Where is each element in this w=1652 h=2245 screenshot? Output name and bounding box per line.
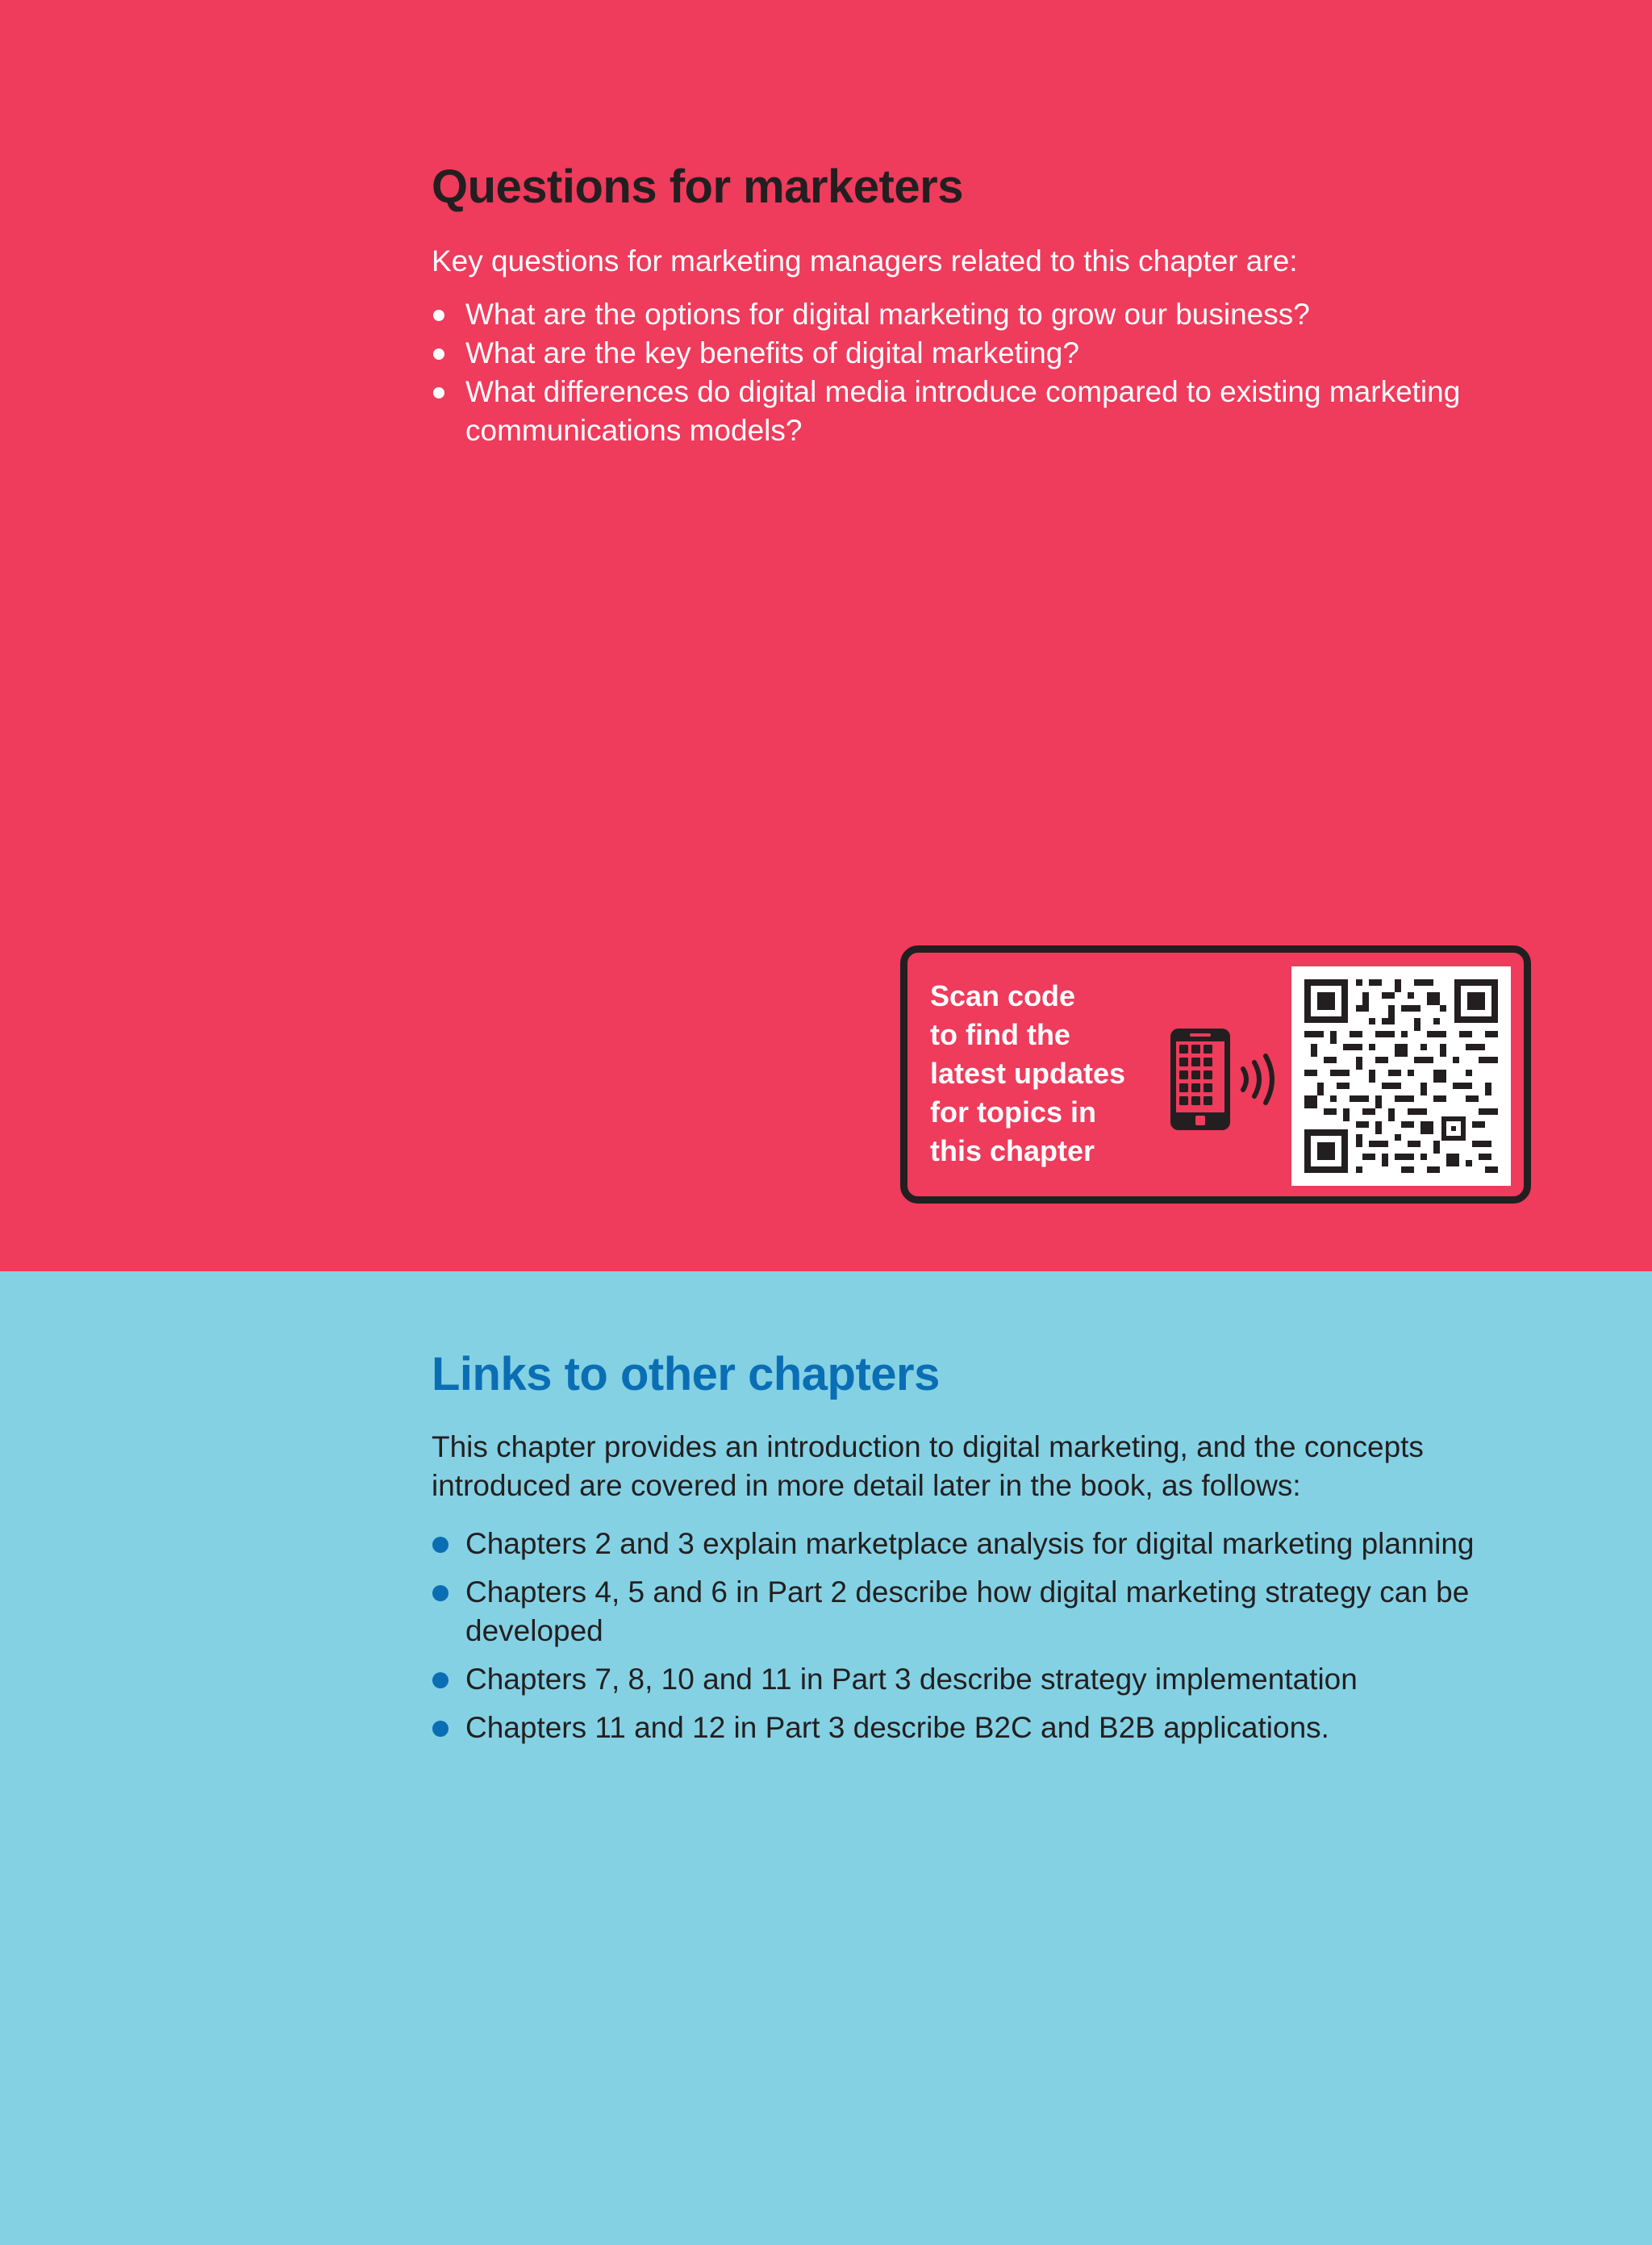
links-section xyxy=(0,1271,1652,2245)
bullet-icon xyxy=(432,1721,448,1737)
list-item-text: Chapters 7, 8, 10 and 11 in Part 3 describe strategy implementation xyxy=(465,1663,1358,1696)
scan-instructions xyxy=(930,977,1172,1170)
qr-callout-box xyxy=(900,945,1531,1204)
bullet-icon xyxy=(433,348,444,360)
bullet-icon xyxy=(433,310,444,321)
links-intro: This chapter provides an introduction to digital marketing, and the concepts introduced are covered in more detail later in the book, as follows: xyxy=(432,1430,1424,1502)
list-item xyxy=(432,1573,1529,1650)
scan-line: latest updates xyxy=(930,1057,1126,1090)
bullet-icon xyxy=(432,1537,448,1553)
list-item xyxy=(432,373,1504,450)
smartphone-icon xyxy=(1166,1027,1287,1133)
qr-code-icon xyxy=(1291,966,1511,1186)
questions-intro: Key questions for marketing managers related to this chapter are: xyxy=(432,244,1298,277)
scan-line: this chapter xyxy=(930,1134,1095,1167)
list-item-text: What are the key benefits of digital marketing? xyxy=(465,336,1079,369)
links-list xyxy=(432,1525,1529,1757)
bullet-icon xyxy=(433,387,444,399)
list-item-text: What are the options for digital marketing to grow our business? xyxy=(465,298,1310,331)
questions-list xyxy=(432,295,1504,450)
scan-line: Scan code xyxy=(930,979,1076,1012)
list-item xyxy=(432,1660,1529,1699)
bullet-icon xyxy=(432,1672,448,1688)
bullet-icon xyxy=(432,1585,448,1601)
signal-waves-icon xyxy=(1243,1056,1272,1103)
scan-line: for topics in xyxy=(930,1095,1096,1129)
list-item xyxy=(432,295,1504,334)
list-item-text: Chapters 4, 5 and 6 in Part 2 describe how digital marketing strategy can be developed xyxy=(465,1575,1470,1647)
links-heading: Links to other chapters xyxy=(432,1348,940,1400)
scan-line: to find the xyxy=(930,1018,1070,1051)
list-item-text: Chapters 2 and 3 explain marketplace analysis for digital marketing planning xyxy=(465,1527,1475,1560)
list-item-text: What differences do digital media introduce compared to existing marketing communications models? xyxy=(465,375,1461,447)
list-item xyxy=(432,334,1504,373)
list-item-text: Chapters 11 and 12 in Part 3 describe B2C and B2B applications. xyxy=(465,1711,1329,1744)
list-item xyxy=(432,1709,1529,1747)
questions-heading: Questions for marketers xyxy=(432,161,963,213)
list-item xyxy=(432,1525,1529,1563)
